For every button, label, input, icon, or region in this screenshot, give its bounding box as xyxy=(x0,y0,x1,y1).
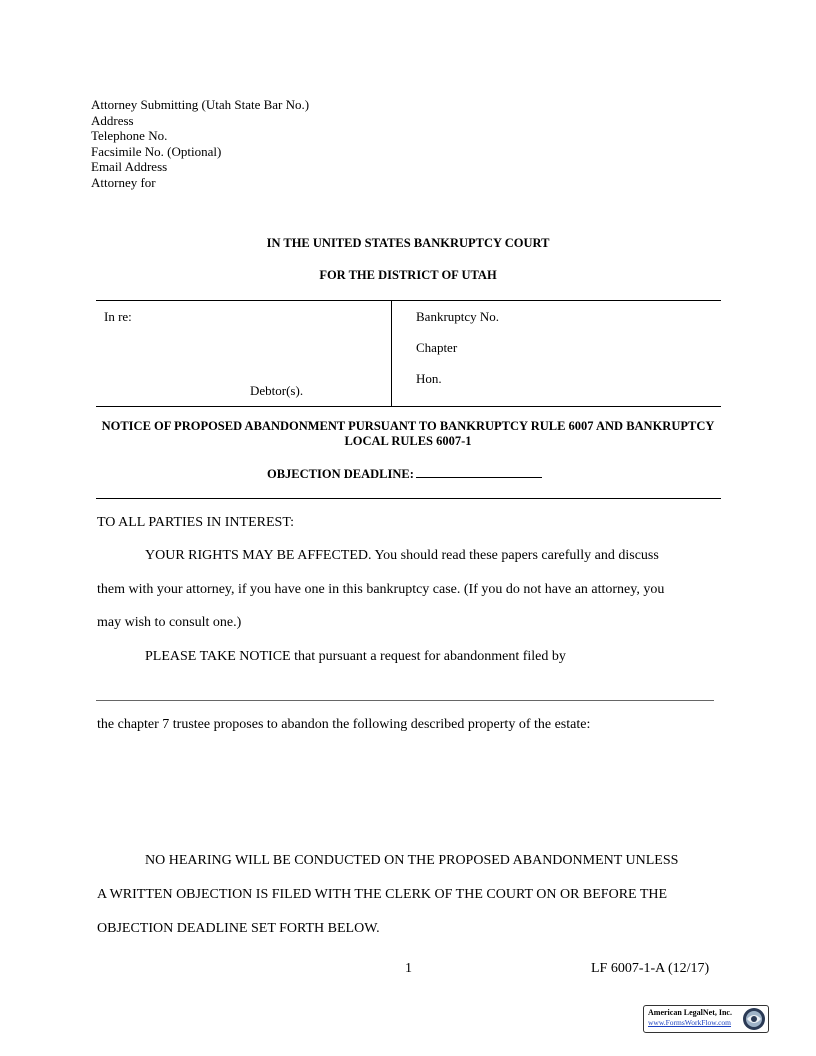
legalnet-logo[interactable] xyxy=(643,1005,769,1033)
logo-website-link[interactable]: www.FormsWorkFlow.com xyxy=(648,1018,732,1027)
court-name: IN THE UNITED STATES BANKRUPTCY COURT xyxy=(266,236,550,250)
globe-icon xyxy=(742,1007,766,1031)
attorney-line-email: Email Address xyxy=(91,159,168,175)
attorney-line-facsimile: Facsimile No. (Optional) xyxy=(91,143,222,159)
objection-deadline-blank xyxy=(416,465,542,478)
rights-paragraph-line-3: may wish to consult one.) xyxy=(97,615,242,630)
objection-deadline xyxy=(267,465,542,482)
caption-bottom-rule xyxy=(96,406,721,407)
salutation: TO ALL PARTIES IN INTEREST: xyxy=(97,515,295,530)
hearing-paragraph-line-1: NO HEARING WILL BE CONDUCTED ON THE PROPOSED ABANDONMENT UNLESS xyxy=(145,853,679,868)
rights-paragraph-line-2: them with your attorney, if you have one in this bankruptcy case. (If you do not have an attorney, you xyxy=(97,582,665,597)
rights-paragraph-line-1: YOUR RIGHTS MAY BE AFFECTED. You should read these papers carefully and discuss xyxy=(145,548,659,563)
attorney-line-address: Address xyxy=(91,112,134,128)
court-district: FOR THE DISTRICT OF UTAH xyxy=(319,268,497,282)
caption-chapter: Chapter xyxy=(416,340,458,355)
attorney-block xyxy=(91,97,309,191)
notice-paragraph-line-1: PLEASE TAKE NOTICE that pursuant a request for abandonment filed by xyxy=(145,649,566,664)
attorney-line-attorney-for: Attorney for xyxy=(91,174,156,190)
notice-title: NOTICE OF PROPOSED ABANDONMENT PURSUANT TO BANKRUPTCY RULE 6007 AND BANKRUPTCY LOCAL RULES 6007-1 xyxy=(101,419,715,448)
attorney-line-telephone: Telephone No. xyxy=(91,128,168,144)
attorney-line-bar-no: Attorney Submitting (Utah State Bar No.) xyxy=(91,97,310,112)
caption-bankruptcy-no: Bankruptcy No. xyxy=(416,309,500,324)
caption-top-rule xyxy=(96,300,721,301)
logo-company-name: American LegalNet, Inc. xyxy=(648,1008,732,1017)
notice-bottom-rule xyxy=(96,498,721,499)
caption-in-re: In re: xyxy=(104,309,132,324)
caption-divider xyxy=(391,300,392,406)
caption-judge: Hon. xyxy=(416,371,442,386)
hearing-paragraph-line-2: A WRITTEN OBJECTION IS FILED WITH THE CLERK OF THE COURT ON OR BEFORE THE xyxy=(97,887,668,902)
page-number: 1 xyxy=(405,961,412,976)
objection-deadline-label: OBJECTION DEADLINE: xyxy=(267,467,414,481)
form-id: LF 6007-1-A (12/17) xyxy=(591,961,710,976)
filer-name-blank xyxy=(96,700,714,701)
caption-debtor: Debtor(s). xyxy=(250,383,304,398)
hearing-paragraph-line-3: OBJECTION DEADLINE SET FORTH BELOW. xyxy=(97,921,380,936)
notice-paragraph-line-2: the chapter 7 trustee proposes to abandon the following described property of the estate: xyxy=(97,717,591,732)
